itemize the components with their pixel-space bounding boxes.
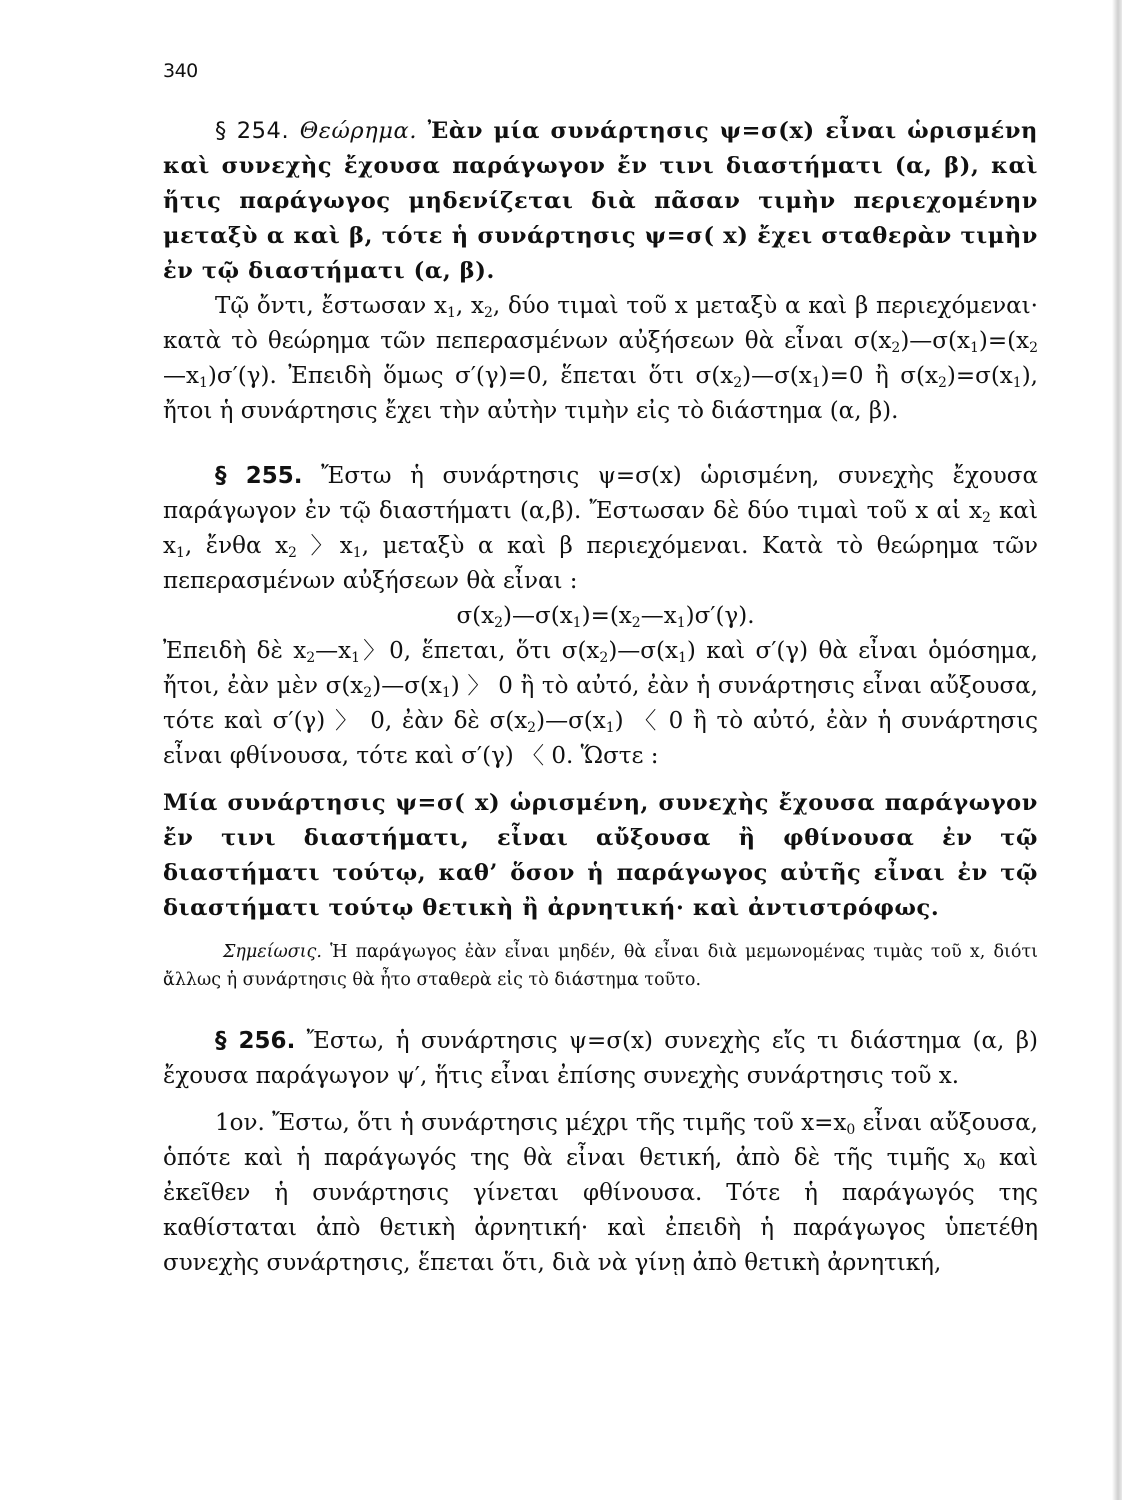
section-number: § 254.: [215, 118, 290, 144]
page-content: [163, 114, 1038, 1281]
section-number: § 255.: [215, 463, 303, 489]
theorem-label: Θεώρημα.: [299, 118, 418, 144]
page-binding-shadow: [1112, 0, 1122, 1500]
remark-text: Ἡ παράγωγος ἐὰν εἶναι μηδέν, θὰ εἶναι διὰ μεμωνομένας τιμὰς τοῦ x, διότι ἄλλως ἡ συνάρτησις θὰ ἦτο σταθερὰ εἰς τὸ διάστημα τοῦτο.: [163, 942, 1038, 990]
formula-finite-increments: $\sigma(x_2)—\sigma(x_1)=(x_2—x_1)\sigma'(\gamma)$.: [456, 603, 755, 631]
monotonicity-proposition: Μία συνάρτησις ψ=σ( x) ὡρισμένη, συνεχὴς ἔχουσα παράγωγον ἔν τινι διαστήματι, εἶναι αὔξουσα ἢ φθίνουσα ἐν τῷ διαστήματι τούτῳ, καθ’ ὅσον ἡ παράγωγος αὐτῆς εἶναι ἐν τῷ διαστήματι τούτῳ θετικὴ ἢ ἀρνητική· καὶ ἀντιστρόφως.: [163, 790, 1038, 921]
section-255-body: Ἐπειδὴ δὲ $x_2—x_1$〉0, ἕπεται, ὅτι $\sigma(x_2)—\sigma(x_1)$ καὶ σ′(γ) θὰ εἶναι ὁμόσημα, ἤτοι, ἐὰν μὲν $\sigma(x_2)—\sigma(x_1)$ 〉 0 ἢ τὸ αὐτό, ἐὰν ἡ συνάρτησις εἶναι αὔξουσα, τότε καὶ σ′(γ) 〉 0, ἐὰν δὲ $\sigma(x_2)—\sigma(x_1)$ 〈 0 ἢ τὸ αὐτό, ἐὰν ἡ συνάρτησις εἶναι φθίνουσα, τότε καὶ σ′(γ) 〈 0. Ὥστε :: [163, 638, 1038, 769]
section-254-theorem: [163, 114, 1038, 289]
page-number: 340: [163, 60, 198, 82]
remark-note: [163, 938, 1038, 994]
remark-label: Σημείωσις.: [223, 942, 322, 962]
section-256-intro: § 256. Ἔστω, ἡ συνάρτησις ψ=σ(x) συνεχὴς εἴς τι διάστημα (α, β) ἔχουσα παράγωγον ψ′, ἥτις εἶναι ἐπίσης συνεχὴς συνάρτησις τοῦ x.: [163, 1028, 1038, 1089]
section-256-case-1: 1ον. Ἔστω, ὅτι ἡ συνάρτησις μέχρι τῆς τιμῆς τοῦ $x=x_0$ εἶναι αὔξουσα, ὁπότε καὶ ἡ παράγωγός της θὰ εἶναι θετική, ἀπὸ δὲ τῆς τιμῆς $x_0$ καὶ ἐκεῖθεν ἡ συνάρτησις γίνεται φθίνουσα. Τότε ἡ παράγωγός της καθίσταται ἀπὸ θετικὴ ἀρνητική· καὶ ἐπειδὴ ἡ παράγωγος ὑπετέθη συνεχὴς συνάρτησις, ἕπεται ὅτι, διὰ νὰ γίνῃ ἀπὸ θετικὴ ἀρνητική,: [163, 1110, 1038, 1276]
theorem-statement: Ἐὰν μία συνάρτησις ψ=σ(x) εἶναι ὡρισμένη καὶ συνεχὴς ἔχουσα παράγωγον ἔν τινι διαστήματι (α, β), καὶ ἥτις παράγωγος μηδενίζεται διὰ πᾶσαν τιμὴν περιεχομένην μεταξὺ α καὶ β, τότε ἡ συνάρτησις ψ=σ( x) ἔχει σταθερὰν τιμὴν ἐν τῷ διαστήματι (α, β).: [163, 118, 1039, 284]
section-254-proof: Τῷ ὄντι, ἔστωσαν $x_1$, $x_2$, δύο τιμαὶ τοῦ x μεταξὺ α καὶ β περιεχόμεναι· κατὰ τὸ θεώρημα τῶν πεπερασμένων αὐξήσεων θὰ εἶναι $\sigma(x_2)—\sigma(x_1)=(x_2—x_1)\sigma'(\gamma)$. Ἐπειδὴ ὅμως σ′(γ)=0, ἕπεται ὅτι $\sigma(x_2)—\sigma(x_1)=0$ ἢ $\sigma(x_2)=\sigma(x_1)$, ἤτοι ἡ συνάρτησις ἔχει τὴν αὐτὴν τιμὴν εἰς τὸ διάστημα (α, β).: [163, 293, 1038, 424]
section-number: § 256.: [215, 1028, 296, 1054]
section-255-intro: § 255. Ἔστω ἡ συνάρτησις ψ=σ(x) ὡρισμένη, συνεχὴς ἔχουσα παράγωγον ἐν τῷ διαστήματι (α,β). Ἔστωσαν δὲ δύο τιμαὶ τοῦ x αἱ $x_2$ καὶ $x_1$, ἔνθα $x_2$ 〉$x_1$, μεταξὺ α καὶ β περιεχόμεναι. Κατὰ τὸ θεώρημα τῶν πεπερασμένων αὐξήσεων θὰ εἶναι :: [163, 463, 1038, 594]
